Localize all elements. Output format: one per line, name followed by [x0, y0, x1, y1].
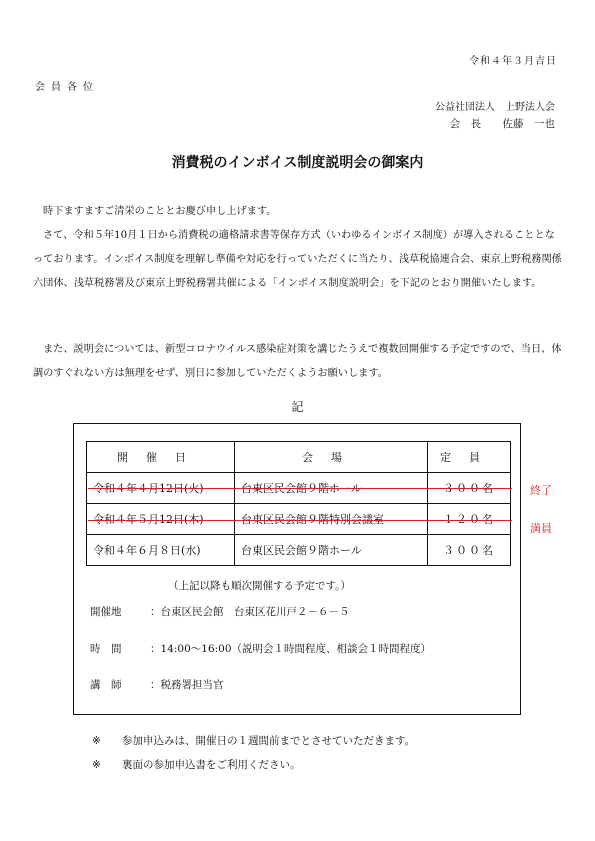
header-capacity: 定員: [428, 442, 511, 473]
paragraph-greeting: 時下ますますご清栄のこととお慶び申し上げます。: [43, 206, 277, 217]
strike-line-row2: [88, 520, 512, 521]
recipients: 会員各位: [35, 82, 99, 93]
president-title: 会 長: [449, 118, 482, 130]
document-title: 消費税のインボイス制度説明会の御案内: [171, 155, 424, 171]
lecturer-value: ：税務署担当官: [150, 679, 224, 691]
ki-heading: 記: [291, 400, 304, 414]
row-capacity: ３００名: [428, 473, 511, 504]
info-time: [90, 641, 431, 656]
header-date: 開催日: [87, 442, 235, 473]
note-mark-icon: ※: [92, 735, 101, 747]
note-text: 参加申込みは、開催日の１週間前までとさせていただきます。: [122, 735, 416, 747]
row-capacity: ３００名: [428, 535, 511, 566]
note-mark-icon: ※: [92, 759, 101, 771]
row-venue: 台東区民会館９階ホール: [235, 473, 428, 504]
president-name: 佐藤 一也: [502, 118, 555, 130]
row-date: 令和４年４月12日(火): [87, 473, 235, 504]
status-ended: 終了: [530, 484, 552, 497]
row-date: 令和４年６月８日(水): [87, 535, 235, 566]
strike-line-row1: [88, 488, 512, 489]
schedule-table: [86, 441, 511, 566]
row-capacity: １２０名: [428, 504, 511, 535]
time-label: 時 間: [90, 643, 122, 655]
document-date: 令和４年３月吉日: [469, 56, 557, 67]
president: [446, 116, 555, 131]
row-venue: 台東区民会館９階特別会議室: [235, 504, 428, 535]
row-venue: 台東区民会館９階ホール: [235, 535, 428, 566]
schedule-later-note: （上記以降も順次開催する予定です。）: [168, 580, 351, 592]
time-value: ：14:00～16:00（説明会１時間程度、相談会１時間程度）: [150, 643, 432, 655]
status-full: 満員: [530, 522, 552, 535]
place-value: ：台東区民会館 台東区花川戸２－６－５: [150, 606, 350, 618]
organization-name: 公益社団法人 上野法人会: [435, 102, 555, 113]
row-date: 令和４年５月12日(木): [87, 504, 235, 535]
table-row: [87, 535, 511, 566]
paragraph-covid: また、説明会については、新型コロナウイルス感染症対策を講じたうえで複数回開催する予定ですので、当日、体調のすぐれない方は無理をせず、別日に参加していただくようお願いします。: [33, 344, 562, 379]
header-venue: 会場: [235, 442, 428, 473]
info-lecturer: [90, 677, 224, 692]
note-text: 裏面の参加申込書をご利用ください。: [122, 759, 301, 771]
paragraph-intro: さて、令和５年10月１日から消費税の適格請求書等保存方式（いわゆるインボイス制度）が導入されることとなっております。インボイス制度を理解し準備や対応を行っていただくに当たり、浅草税協連合会、東京上野税務関係六団体、浅草税務署及び東京上野税務署共催による「インボイス制度説明会」を下記のとおり開催いたします。: [33, 230, 562, 289]
lecturer-label: 講 師: [90, 679, 122, 691]
table-header-row: [87, 442, 511, 473]
place-label: 開催地: [90, 606, 122, 618]
note-application-deadline: [92, 733, 415, 748]
info-place: [90, 604, 350, 619]
note-application-form: [92, 757, 301, 772]
table-row: [87, 504, 511, 535]
